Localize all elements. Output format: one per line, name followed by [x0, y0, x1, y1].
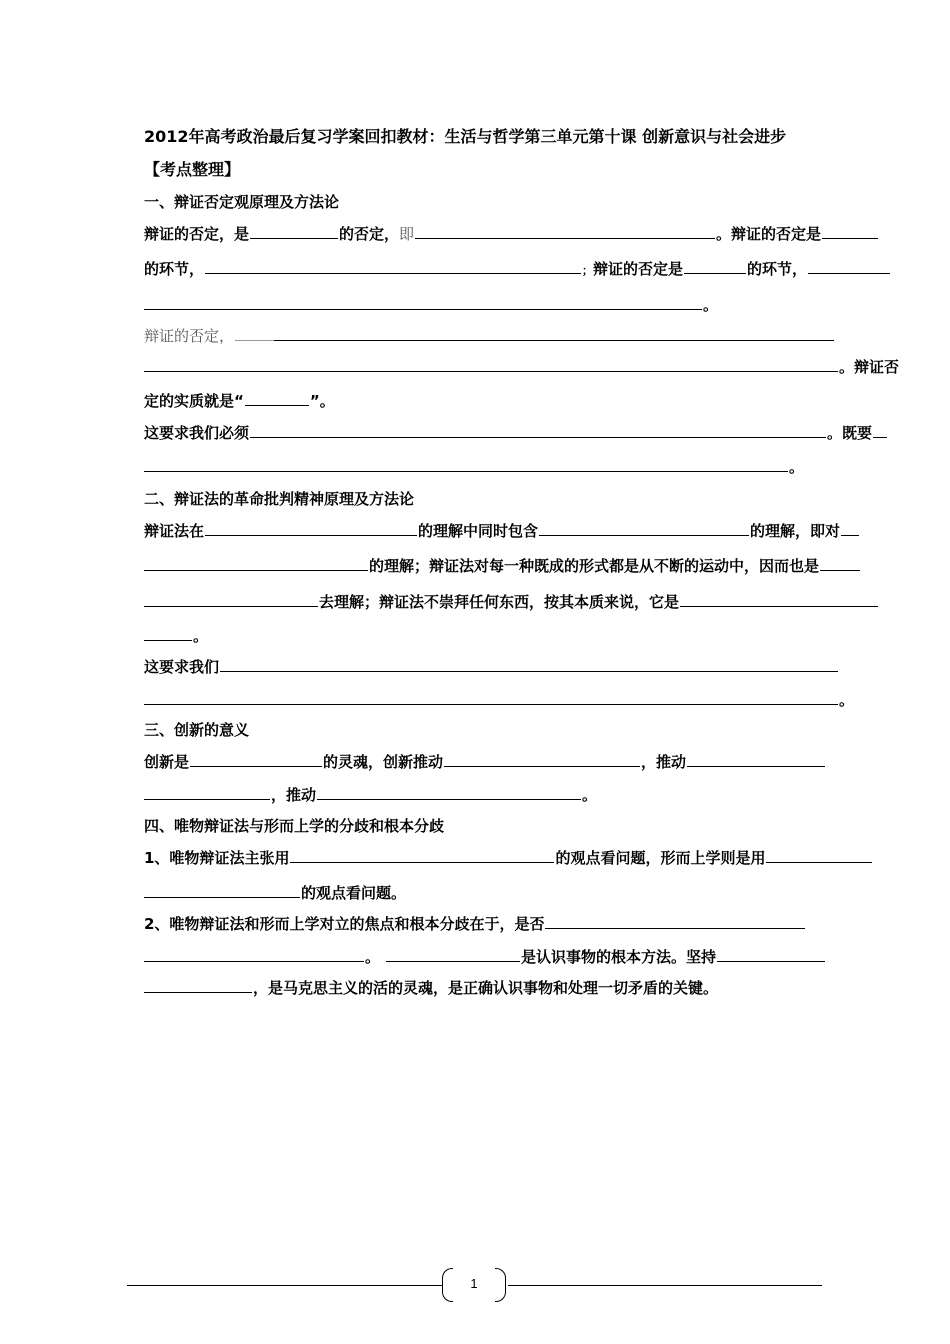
blank[interactable]	[144, 690, 838, 705]
blank[interactable]	[250, 224, 338, 239]
s1-line-8: 。	[144, 456, 804, 477]
s4-line-3: 2、唯物辩证法和形而上学对立的焦点和根本分歧在于，是否	[144, 913, 806, 934]
blank[interactable]	[144, 457, 788, 472]
blank[interactable]	[144, 626, 192, 641]
blank[interactable]	[144, 357, 838, 372]
s1-line-1: 辩证的否定，是 的否定，即 。辩证的否定是	[144, 223, 879, 244]
blank[interactable]	[873, 423, 887, 438]
blank[interactable]	[841, 521, 859, 536]
blank[interactable]	[144, 947, 364, 962]
blank[interactable]	[444, 752, 640, 767]
blank[interactable]	[415, 224, 715, 239]
blank[interactable]	[190, 752, 322, 767]
blank[interactable]	[220, 657, 838, 672]
blank[interactable]	[245, 391, 309, 406]
blank[interactable]	[317, 785, 581, 800]
s1-line-6: 定的实质就是“ ”。	[144, 392, 335, 410]
s4-line-2: 的观点看问题。	[144, 882, 406, 903]
blank[interactable]	[545, 914, 805, 929]
s2-line-2: 的理解；辩证法对每一种既成的形式都是从不断的运动中，因而也是	[144, 555, 861, 576]
s2-line-1: 辩证法在 的理解中同时包含 的理解，即对	[144, 520, 860, 541]
blank[interactable]	[205, 521, 417, 536]
s3-line-1: 创新是 的灵魂，创新推动 ，推动	[144, 751, 826, 772]
section-4-heading: 四、唯物辩证法与形而上学的分歧和根本分歧	[144, 817, 445, 835]
s1-line-4: 辩证的否定，	[144, 325, 835, 346]
blank[interactable]	[144, 785, 270, 800]
s1-line-5: 。辩证否	[144, 356, 899, 377]
s4-line-1: 1、唯物辩证法主张用 的观点看问题，形而上学则是用	[144, 847, 873, 868]
page-number-box	[442, 1268, 506, 1302]
footer-rule-left	[127, 1285, 442, 1286]
blank[interactable]	[539, 521, 749, 536]
section-head: 【考点整理】	[144, 160, 241, 179]
blank[interactable]	[808, 259, 890, 274]
s2-line-6: 。	[144, 689, 854, 710]
s1-line-3: 。	[144, 294, 718, 315]
blank[interactable]	[822, 224, 878, 239]
section-1-heading: 一、辩证否定观原理及方法论	[144, 193, 340, 211]
s3-line-2: ，推动 。	[144, 784, 597, 805]
blank[interactable]	[290, 848, 554, 863]
blank[interactable]	[687, 752, 825, 767]
footer-rule-right	[508, 1285, 822, 1286]
blank[interactable]	[386, 947, 520, 962]
page-number: 1	[470, 1276, 478, 1291]
blank[interactable]	[250, 423, 826, 438]
blank[interactable]	[205, 259, 581, 274]
s4-line-4: 。 是认识事物的根本方法。坚持	[144, 946, 826, 967]
s1-line-2: 的环节， ；辩证的否定是 的环节，	[144, 258, 891, 279]
s4-line-5: ，是马克思主义的活的灵魂，是正确认识事物和处理一切矛盾的关键。	[144, 977, 718, 998]
blank[interactable]	[820, 556, 860, 571]
blank[interactable]	[235, 326, 275, 341]
s2-line-5: 这要求我们	[144, 656, 839, 677]
blank[interactable]	[144, 556, 368, 571]
section-2-heading: 二、辩证法的革命批判精神原理及方法论	[144, 490, 415, 508]
blank[interactable]	[144, 883, 300, 898]
section-3-heading: 三、创新的意义	[144, 721, 250, 739]
s2-line-3: 去理解；辩证法不崇拜任何东西，按其本质来说，它是	[144, 591, 879, 612]
blank[interactable]	[144, 295, 702, 310]
blank[interactable]	[144, 592, 318, 607]
s1-line-7: 这要求我们必须 。既要	[144, 422, 888, 443]
blank[interactable]	[680, 592, 878, 607]
blank[interactable]	[717, 947, 825, 962]
blank[interactable]	[684, 259, 746, 274]
document-title: 2012年高考政治最后复习学案回扣教材：生活与哲学第三单元第十课 创新意识与社会进步	[144, 127, 787, 146]
blank[interactable]	[766, 848, 872, 863]
blank[interactable]	[274, 326, 834, 341]
blank[interactable]	[144, 978, 252, 993]
s2-line-4: 。	[144, 625, 208, 646]
